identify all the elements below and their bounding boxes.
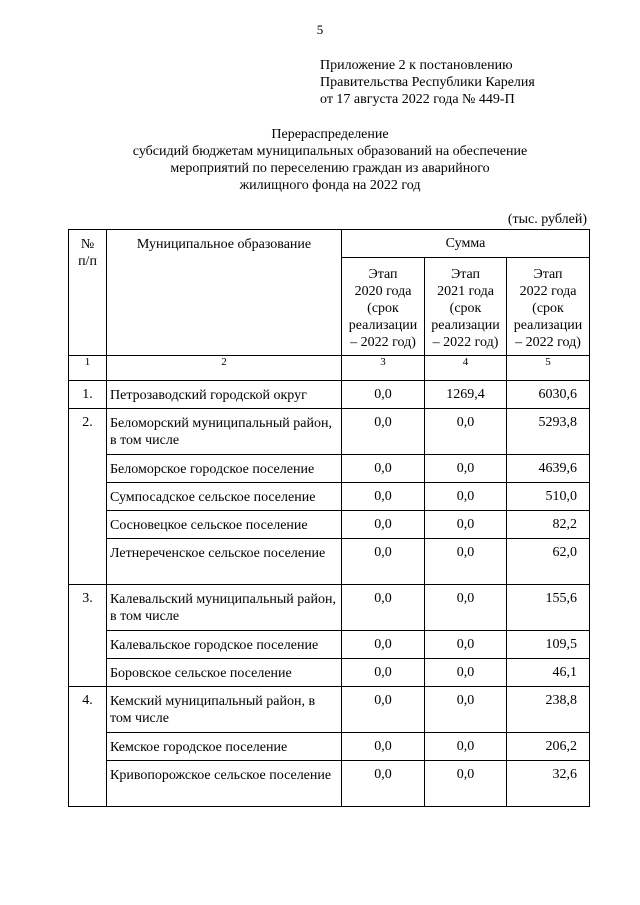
value-2022: 5293,8 [507, 409, 590, 455]
page-number: 5 [316, 22, 324, 37]
row-number: 1. [69, 381, 107, 409]
subsidy-table [68, 229, 590, 807]
column-index-row [69, 356, 590, 381]
table-row [69, 631, 590, 659]
value-2020: 0,0 [342, 659, 425, 687]
value-2021: 0,0 [425, 539, 507, 585]
stage-line: Этап [533, 267, 563, 282]
header-num [69, 230, 107, 356]
units-label: (тыс. рублей) [507, 212, 587, 227]
appendix-line: Приложение 2 к постановлению [320, 58, 513, 73]
municipality-name: Сумпосадское сельское поселение [107, 483, 342, 511]
value-2021: 0,0 [425, 409, 507, 455]
value-2022: 238,8 [507, 687, 590, 733]
value-2020: 0,0 [342, 381, 425, 409]
value-2020: 0,0 [342, 511, 425, 539]
value-2022: 510,0 [507, 483, 590, 511]
value-2021: 0,0 [425, 687, 507, 733]
value-2022: 4639,6 [507, 455, 590, 483]
municipality-name: Сосновецкое сельское поселение [107, 511, 342, 539]
document-title [60, 126, 600, 194]
header-sum: Сумма [342, 230, 590, 258]
table-row [69, 381, 590, 409]
value-2020: 0,0 [342, 483, 425, 511]
stage-line: – 2022 год) [350, 335, 416, 350]
appendix-line: от 17 августа 2022 года № 449-П [320, 92, 515, 107]
value-2020: 0,0 [342, 631, 425, 659]
municipality-name: Кемский муниципальный район, в том числе [107, 687, 342, 733]
title-line: субсидий бюджетам муниципальных образований на обеспечение [132, 144, 528, 159]
table-row [69, 761, 590, 807]
row-number: 3. [69, 585, 107, 687]
column-index: 1 [69, 356, 107, 381]
value-2022: 6030,6 [507, 381, 590, 409]
appendix-block [320, 57, 535, 108]
stage-line: 2021 года [437, 284, 494, 299]
stage-line: 2022 года [519, 284, 577, 299]
stage-line: (срок [367, 301, 399, 316]
table-body [69, 381, 590, 807]
value-2020: 0,0 [342, 761, 425, 807]
header-num-line: № [80, 237, 95, 252]
value-2021: 0,0 [425, 511, 507, 539]
column-index: 3 [342, 356, 425, 381]
value-2020: 0,0 [342, 455, 425, 483]
stage-line: – 2022 год) [432, 335, 499, 350]
value-2021: 0,0 [425, 455, 507, 483]
value-2022: 109,5 [507, 631, 590, 659]
stage-line: (срок [449, 301, 482, 316]
municipality-name: Кемское городское поселение [107, 733, 342, 761]
municipality-name: Беломорский муниципальный район, в том числе [107, 409, 342, 455]
table-row [69, 687, 590, 733]
municipality-name: Петрозаводский городской округ [107, 381, 342, 409]
value-2020: 0,0 [342, 585, 425, 631]
stage-line: реализации [348, 318, 418, 333]
title-line: жилищного фонда на 2022 год [239, 178, 421, 193]
table-row [69, 409, 590, 455]
header-num-line: п/п [78, 254, 97, 269]
value-2022: 46,1 [507, 659, 590, 687]
column-index: 2 [107, 356, 342, 381]
stage-line: Этап [368, 267, 398, 282]
row-number: 2. [69, 409, 107, 585]
value-2022: 32,6 [507, 761, 590, 807]
stage-line: 2020 года [354, 284, 412, 299]
stage-line: (срок [532, 301, 564, 316]
title-line: Перераспределение [271, 127, 389, 142]
municipality-name: Летнереченское сельское поселение [107, 539, 342, 585]
municipality-name: Калевальский муниципальный район, в том числе [107, 585, 342, 631]
value-2021: 0,0 [425, 483, 507, 511]
value-2022: 155,6 [507, 585, 590, 631]
value-2022: 82,2 [507, 511, 590, 539]
stage-line: реализации [513, 318, 583, 333]
value-2020: 0,0 [342, 687, 425, 733]
value-2022: 62,0 [507, 539, 590, 585]
stage-line: Этап [450, 267, 481, 282]
table-row [69, 659, 590, 687]
table-row [69, 733, 590, 761]
value-2021: 0,0 [425, 659, 507, 687]
value-2021: 0,0 [425, 631, 507, 659]
header-stage-2020 [342, 258, 425, 356]
municipality-name: Боровское сельское поселение [107, 659, 342, 687]
stage-line: – 2022 год) [515, 335, 581, 350]
table-row [69, 539, 590, 585]
value-2020: 0,0 [342, 539, 425, 585]
municipality-name: Беломорское городское поселение [107, 455, 342, 483]
value-2021: 0,0 [425, 733, 507, 761]
municipality-name: Калевальское городское поселение [107, 631, 342, 659]
table-row [69, 511, 590, 539]
value-2022: 206,2 [507, 733, 590, 761]
column-index: 4 [425, 356, 507, 381]
header-stage-2021 [425, 258, 507, 356]
stage-line: реализации [431, 318, 500, 333]
header-municipality: Муниципальное образование [107, 230, 342, 356]
header-stage-2022 [507, 258, 590, 356]
appendix-line: Правительства Республики Карелия [320, 75, 535, 90]
value-2021: 0,0 [425, 761, 507, 807]
value-2020: 0,0 [342, 409, 425, 455]
row-number: 4. [69, 687, 107, 807]
column-index: 5 [507, 356, 590, 381]
municipality-name: Кривопорожское сельское поселение [107, 761, 342, 807]
table-row [69, 585, 590, 631]
title-line: мероприятий по переселению граждан из аварийного [170, 161, 490, 176]
table-row [69, 483, 590, 511]
value-2021: 1269,4 [425, 381, 507, 409]
value-2021: 0,0 [425, 585, 507, 631]
table-row [69, 455, 590, 483]
value-2020: 0,0 [342, 733, 425, 761]
